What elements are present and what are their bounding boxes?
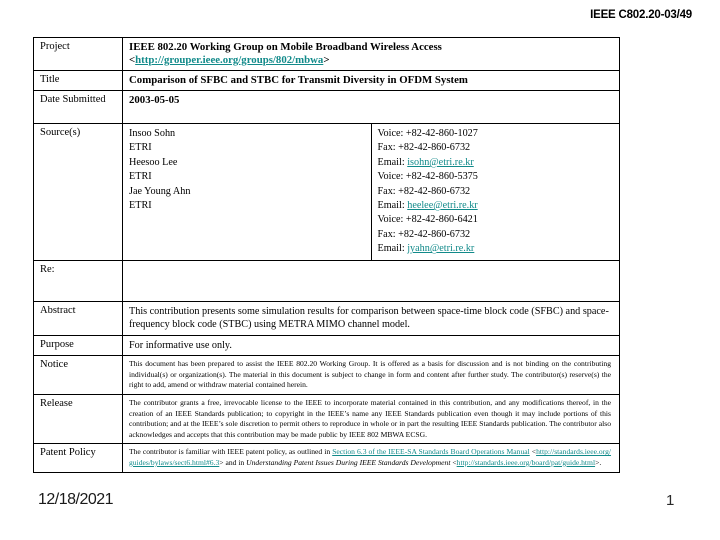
row-value-notice: This document has been prepared to assist the IEEE 802.20 Working Group. It is offered as a basis for discussion and is not binding on the contributing individual(s) or organization(s). The material in this document is subject to change in form and content after further study. The contributor(s) reserve(s) the right to add, amend or withdraw material contained herein. <box>123 356 620 395</box>
contact-value: +82-42-860-1027 <box>405 128 478 139</box>
contact-label: Voice: <box>377 128 406 139</box>
contact-label: Email: <box>377 200 408 212</box>
patent-bylaws-url-link[interactable]: http://standards.ieee.org/guides/bylaws/sect6.html#6.3 <box>129 447 612 467</box>
angle-close: > <box>323 54 330 66</box>
project-url-link[interactable]: http://grouper.ieee.org/groups/802/mbwa <box>135 54 324 66</box>
contact-line-fax <box>378 141 615 155</box>
contact-label: Email: <box>377 243 408 255</box>
source-names-cell <box>123 124 372 261</box>
source-affiliation: ETRI <box>129 142 152 154</box>
contact-value: +82-42-860-6732 <box>398 228 471 240</box>
patent-lead-text: The contributor is familiar with IEEE patent policy, as outlined in <box>129 447 333 457</box>
row-label-patent-policy: Patent Policy <box>34 444 123 472</box>
contact-line-voice <box>378 170 615 184</box>
row-value-purpose: For informative use only. <box>123 335 620 356</box>
source-affiliation: ETRI <box>129 200 152 212</box>
angle-open: < <box>129 54 136 66</box>
project-url-line <box>129 54 614 67</box>
table-row-abstract <box>34 301 620 335</box>
project-group-name: IEEE 802.20 Working Group on Mobile Broadband Wireless Access <box>129 41 442 53</box>
row-label-abstract: Abstract <box>34 301 123 335</box>
row-label-notice: Notice <box>34 356 123 395</box>
row-value-title: Comparison of SFBC and STBC for Transmit Diversity in OFDM System <box>123 71 620 91</box>
table-row-title <box>34 71 620 91</box>
contact-label: Voice: <box>377 214 406 226</box>
angle-open: < <box>450 457 457 467</box>
contact-label: Email: <box>377 156 408 168</box>
patent-guide-url-link[interactable]: http://standards.ieee.org/board/pat/guide.html <box>456 457 596 467</box>
row-label-sources: Source(s) <box>34 124 123 261</box>
row-label-purpose: Purpose <box>34 335 123 356</box>
contact-value: +82-42-860-6732 <box>398 185 471 197</box>
contact-line-voice <box>378 127 615 141</box>
table-row-re <box>34 260 620 301</box>
row-label-release: Release <box>34 394 123 443</box>
contact-value: +82-42-860-6421 <box>405 214 478 226</box>
contact-email-link[interactable]: jyahn@etri.re.kr <box>407 243 475 255</box>
contact-label: Voice: <box>377 171 406 183</box>
row-label-re: Re: <box>34 260 123 301</box>
row-value-release: The contributor grants a free, irrevocable license to the IEEE to incorporate material contained in this contribution, and any modifications thereof, in the creation of an IEEE Standards publication; to copyright in the IEEE’s name any IEEE Standards publication even though it may include portions of this contribution; and at the IEEE’s sole discretion to permit others to reproduce in whole or in part the resulting IEEE Standards publication. The contributor also acknowledges and accepts that this contribution may be made public by IEEE 802 MBWA ECSG. <box>123 394 620 443</box>
row-label-date-submitted: Date Submitted <box>34 91 123 124</box>
row-value-project <box>123 38 620 71</box>
contact-line-fax <box>378 228 615 242</box>
table-row-release <box>34 394 620 443</box>
document-number-header: IEEE C802.20-03/49 <box>590 9 692 21</box>
contact-label: Fax: <box>377 228 399 240</box>
angle-open: < <box>529 447 537 457</box>
contact-line-email <box>378 242 615 256</box>
contribution-cover-table <box>33 37 620 473</box>
contact-email-link[interactable]: heelee@etri.re.kr <box>407 200 478 212</box>
contact-line-voice <box>378 213 615 227</box>
contact-label: Fax: <box>377 185 399 197</box>
source-name: Insoo Sohn <box>129 128 176 139</box>
contact-line-email <box>378 156 615 170</box>
page-number: 1 <box>666 492 675 509</box>
source-name: Jae Young Ahn <box>129 185 191 197</box>
patent-section-link[interactable]: Section 6.3 of the IEEE-SA Standards Board Operations Manual <box>332 447 530 457</box>
table-row-project <box>34 38 620 71</box>
source-contacts-cell <box>371 124 620 261</box>
contact-email-link[interactable]: isohn@etri.re.kr <box>407 156 474 168</box>
contact-line-email <box>378 199 615 213</box>
row-value-patent-policy <box>123 444 620 472</box>
source-affiliation: ETRI <box>129 171 152 183</box>
contact-value: +82-42-860-5375 <box>405 171 478 183</box>
angle-close: >. <box>595 457 602 467</box>
table-row-patent-policy <box>34 444 620 472</box>
table-row-sources <box>34 124 620 261</box>
source-name: Heesoo Lee <box>129 156 178 168</box>
table-row-notice <box>34 356 620 395</box>
table-row-purpose <box>34 335 620 356</box>
contact-label: Fax: <box>377 142 399 154</box>
date-overlay-stamp: 12/18/2021 <box>38 491 114 508</box>
table-row-date-submitted <box>34 91 620 124</box>
row-label-project: Project <box>34 38 123 71</box>
row-value-abstract: This contribution presents some simulation results for comparison between space-time block code (SFBC) and space-frequency block code (STBC) using METRA MIMO channel model. <box>123 301 620 335</box>
row-label-title: Title <box>34 71 123 91</box>
row-value-date-submitted: 2003-05-05 <box>123 91 620 124</box>
patent-guide-title: Understanding Patent Issues During IEEE Standards Development <box>246 457 451 467</box>
angle-close-and-conjunction: > and in <box>219 457 247 467</box>
contact-value: +82-42-860-6732 <box>398 142 471 154</box>
contact-line-fax <box>378 185 615 199</box>
row-value-re <box>123 260 620 301</box>
